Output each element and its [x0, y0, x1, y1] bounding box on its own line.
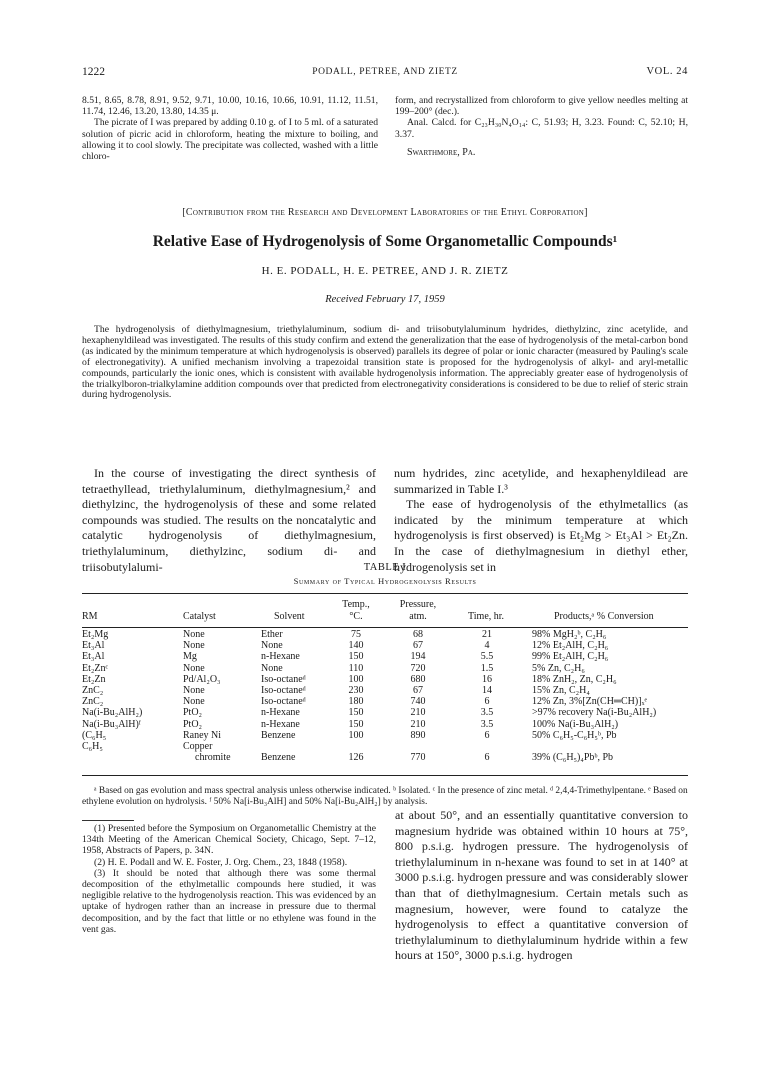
time-cell: 3.5: [480, 718, 494, 730]
table-row: [82, 663, 688, 674]
author-line: H. E. PODALL, H. E. PETREE, AND J. R. ZIETZ: [261, 265, 509, 277]
discussion-paragraph: at about 50°, and an essentially quantitative conversion to magnesium hydride was obtained within 10 hours at 75°, 800 p.s.i.g. hydrogen pressure. The hydrogenolysis of triethylaluminum in n-hexane was found to set in at 140° at 3000 p.s.i.g. hydrogen pressure and was considerably slower than that of diethylmagnesium. Certain metals such as magnesium, however, were found to catalyze the hydrogenolysis to effect a quantitative conversion of triethylaluminum to diethylaluminum hydride within a few hours at 150°, 3000 p.s.i.g. hydrogen: [395, 808, 688, 963]
rm-cell: C₆H₅: [82, 740, 103, 752]
catalyst-cell: chromite: [195, 752, 231, 764]
catalyst-cell: Pd/Al₂O₃: [183, 673, 221, 685]
intro-right-column: [394, 466, 688, 575]
received-date: Received February 17, 1959: [325, 294, 445, 305]
table-caption: Summary of Typical Hydrogenolysis Results: [293, 576, 477, 586]
temp-cell: 150: [348, 707, 364, 719]
running-authors: PODALL, PETREE, AND ZIETZ: [312, 67, 458, 77]
contribution-line: [Contribution from the Research and Development Laboratories of the Ethyl Corporation]: [182, 207, 588, 218]
intro-paragraph: In the course of investigating the direct synthesis of tetraethyllead, triethylaluminum, diethylmagnesium,² and diethylzinc, the hydrogenolysis of these and some related compounds was studied. The results on the noncatalytic and catalytic hydrogenolysis of diethylmagnesium, triethylaluminum, diethylzinc, sodium di- and triisobutylalumi-: [82, 466, 376, 574]
table-bottom-rule: [82, 775, 688, 776]
table-top-rule: [82, 593, 688, 594]
footnote-2: (2) H. E. Podall and W. E. Foster, J. Org. Chem., 23, 1848 (1958).: [94, 856, 348, 868]
table-row: [82, 730, 688, 741]
header-solvent: Solvent: [274, 611, 305, 622]
products-cell: 50% C₆H₅-C₆H₅ᵇ, Pb: [532, 729, 617, 741]
catalyst-cell: Raney Ni: [183, 729, 222, 741]
header-time: Time, hr.: [468, 611, 505, 622]
solvent-cell: Iso-octaneᵈ: [261, 696, 306, 708]
table-row: [82, 752, 688, 763]
time-cell: 16: [482, 673, 492, 685]
temp-cell: 180: [348, 696, 364, 708]
temp-cell: 110: [348, 662, 364, 674]
time-cell: 6: [484, 729, 490, 741]
table-footnotes: [82, 786, 688, 808]
picrate-paragraph: The picrate of I was prepared by adding 0.10 g. of I to 5 ml. of a saturated solution of picric acid in chloroform, heating the mixture to boiling, and allowing it to cool slowly. The precipitate was collected, washed with a little chloro-: [82, 117, 378, 163]
header-pressure-line2: atm.: [409, 611, 427, 622]
pressure-cell: 210: [410, 707, 426, 719]
solvent-cell: n-Hexane: [261, 718, 300, 730]
products-cell: 99% Et₂AlH, C₂H₆: [532, 651, 609, 663]
pressure-cell: 680: [410, 673, 426, 685]
recrystallization-paragraph: form, and recrystallized from chloroform to give yellow needles melting at 199–200° (dec.).: [395, 95, 688, 118]
table-row: [82, 685, 688, 696]
products-cell: 12% Et₂AlH, C₂H₆: [532, 640, 609, 652]
header-catalyst: Catalyst: [183, 611, 216, 622]
products-cell: >97% recovery Na(i-Bu₂AlH₂): [532, 707, 657, 719]
catalyst-cell: None: [183, 662, 205, 674]
time-cell: 1.5: [480, 662, 494, 674]
rm-cell: ZnC₂: [82, 696, 104, 708]
time-cell: 3.5: [480, 707, 494, 719]
rm-cell: Na(i-Bu₂AlH₂): [82, 707, 143, 719]
header-rm: RM: [82, 611, 98, 622]
discussion-right-column: [395, 808, 688, 964]
time-cell: 4: [484, 640, 490, 652]
catalyst-cell: Copper: [183, 740, 213, 752]
abstract: The hydrogenolysis of diethylmagnesium, triethylaluminum, sodium di- and triisobutylaluminum hydrides, diethylzinc, zinc acetylide, and hexaphenyldilead was investigated. The results of this study confirm and extend the generalization that the ease of hydrogenolysis of the metal-carbon bond (as indicated by the minimum temperature at which hydrogenolysis is observed) parallels its degree of polar or ionic character (measured by Pauling's scale of electronegativity). A unified mechanism involving a trapezoidal transition state is proposed for the hydrogenolysis of alkyl- and aryl-metallic compounds, particularly the ionic ones, which is consistent with available hydrogenolysis information. The appreciably greater ease of hydrogenolysis of the trialkylboron-trialkylamine addition compounds over that predicted from electronegativity considerations is considered to be due to relief of steric strain during hydrogenolysis.: [82, 324, 688, 401]
rm-cell: Na(i-Bu₃AlH)ᶠ: [82, 718, 141, 730]
solvent-cell: n-Hexane: [261, 707, 300, 719]
solvent-cell: Iso-octaneᵈ: [261, 673, 306, 685]
footnote-3: (3) It should be noted that although there was some thermal decomposition of the ethylmetallic compounds here studied, it was negligible relative to the hydrogenolysis reaction. This was evidenced by an uptake of hydrogen rather than an increase in pressure due to thermal decomposition, and by the fact that little or no ethylene was found in the vent gas.: [82, 867, 376, 935]
pressure-cell: 67: [413, 640, 423, 652]
table-row: [82, 741, 688, 752]
rm-cell: Et₂Znᶜ: [82, 662, 109, 674]
time-cell: 6: [484, 752, 490, 764]
table-title: TABLE I: [363, 562, 407, 573]
rm-cell: ZnC₂: [82, 684, 104, 696]
ease-paragraph: The ease of hydrogenolysis of the ethylmetallics (as indicated by the minimum temperature at which hydrogenolysis is first observed) is Et₂Mg > Et₃Al > Et₂Zn. In the case of diethylmagnesium in diethyl ether, hydrogenolysis set in: [394, 497, 688, 574]
header-temp-line2: °C.: [349, 611, 363, 622]
time-cell: 14: [482, 684, 492, 696]
solvent-cell: None: [261, 662, 283, 674]
intro-left-column: [82, 466, 376, 575]
ir-band-list: 8.51, 8.65, 8.78, 8.91, 9.52, 9.71, 10.00, 10.16, 10.66, 10.91, 11.12, 11.51, 11.74, 12.46, 13.20, 13.80, 14.35 μ.: [82, 95, 378, 118]
temp-cell: 126: [348, 752, 364, 764]
footnote-1: (1) Presented before the Symposium on Organometallic Chemistry at the 134th Meeting of the American Chemical Society, Chicago, Sept. 7–12, 1958, Abstracts of Papers, p. 34N.: [82, 823, 376, 857]
page-number: 1222: [82, 66, 105, 78]
time-cell: 5.5: [480, 651, 494, 663]
volume-label: VOL. 24: [646, 66, 688, 77]
table-header: [82, 599, 688, 627]
previous-article-right-column: [395, 95, 688, 158]
temp-cell: 230: [348, 684, 364, 696]
temp-cell: 150: [348, 651, 364, 663]
pressure-cell: 890: [410, 729, 426, 741]
location-signature: Swarthmore, Pa.: [407, 146, 476, 158]
products-cell: 100% Na(i-Bu₃AlH₂): [532, 718, 619, 730]
header-products: Products,ᵃ % Conversion: [554, 611, 654, 622]
table-row: [82, 651, 688, 662]
table-row: [82, 719, 688, 730]
temp-cell: 75: [351, 629, 361, 640]
rm-cell: (C₆H₅: [82, 729, 107, 741]
article-title: Relative Ease of Hydrogenolysis of Some Organometallic Compounds¹: [152, 233, 618, 250]
catalyst-cell: None: [183, 696, 205, 708]
table-row: [82, 696, 688, 707]
table-body: [82, 629, 688, 763]
products-cell: 18% ZnH₂, Zn, C₂H₆: [532, 673, 617, 685]
products-cell: 98% MgH₂ᵇ, C₂H₆: [532, 629, 607, 640]
pressure-cell: 68: [413, 629, 423, 640]
table-row: [82, 640, 688, 651]
temp-cell: 100: [348, 673, 364, 685]
table-header-rule: [82, 627, 688, 628]
rm-cell: Et₂Zn: [82, 673, 106, 685]
pressure-cell: 770: [410, 752, 426, 764]
products-cell: 5% Zn, C₂H₆: [532, 662, 585, 674]
time-cell: 6: [484, 696, 490, 708]
solvent-cell: n-Hexane: [261, 651, 300, 663]
temp-cell: 100: [348, 729, 364, 741]
solvent-cell: None: [261, 640, 283, 652]
rm-cell: Et₃Al: [82, 651, 105, 663]
table-footnote-text: ᵃ Based on gas evolution and mass spectral analysis unless otherwise indicated. ᵇ Isolated. ᶜ In the presence of zinc metal. ᵈ 2,4,4-Trimethylpentane. ᵉ Based on ethylene evolution on hydrolysis. ᶠ 50% Na[i-Bu₃AlH] and 50% Na[i-Bu₂AlH₂] by analysis.: [82, 786, 688, 807]
solvent-cell: Benzene: [261, 752, 296, 764]
temp-cell: 140: [348, 640, 364, 652]
pressure-cell: 720: [410, 662, 426, 674]
intro-continuation: num hydrides, zinc acetylide, and hexaphenyldilead are summarized in Table I.³: [394, 466, 688, 496]
header-temp-line1: Temp.,: [342, 599, 370, 610]
time-cell: 21: [482, 629, 492, 640]
catalyst-cell: None: [183, 684, 205, 696]
pressure-cell: 67: [413, 684, 423, 696]
running-header: [82, 66, 688, 82]
pressure-cell: 740: [410, 696, 426, 708]
footnote-separator: [82, 820, 134, 821]
analysis-paragraph: Anal. Calcd. for C₂₃H₃₀N₄O₁₄: C, 51.93; H, 3.23. Found: C, 52.10; H, 3.37.: [395, 117, 688, 140]
products-cell: 15% Zn, C₂H₄: [532, 684, 590, 696]
rm-cell: Et₂Mg: [82, 629, 109, 640]
pressure-cell: 194: [410, 651, 426, 663]
catalyst-cell: None: [183, 640, 205, 652]
catalyst-cell: PtO₂: [183, 707, 203, 719]
previous-article-left-column: [82, 95, 378, 162]
catalyst-cell: None: [183, 629, 205, 640]
table-row: [82, 707, 688, 718]
temp-cell: 150: [348, 718, 364, 730]
products-cell: 39% (C₆H₅)₄Pbᵇ, Pb: [532, 752, 614, 764]
pressure-cell: 210: [410, 718, 426, 730]
catalyst-cell: PtO₂: [183, 718, 203, 730]
catalyst-cell: Mg: [183, 651, 197, 663]
table-row: [82, 629, 688, 640]
solvent-cell: Ether: [261, 629, 283, 640]
table-row: [82, 674, 688, 685]
header-pressure-line1: Pressure,: [399, 599, 437, 610]
solvent-cell: Iso-octaneᵈ: [261, 684, 306, 696]
products-cell: 12% Zn, 3%[Zn(CH═CH)]ₓᵉ: [532, 696, 648, 708]
footnotes-column: [82, 823, 376, 935]
rm-cell: Et₃Al: [82, 640, 105, 652]
solvent-cell: Benzene: [261, 729, 296, 741]
